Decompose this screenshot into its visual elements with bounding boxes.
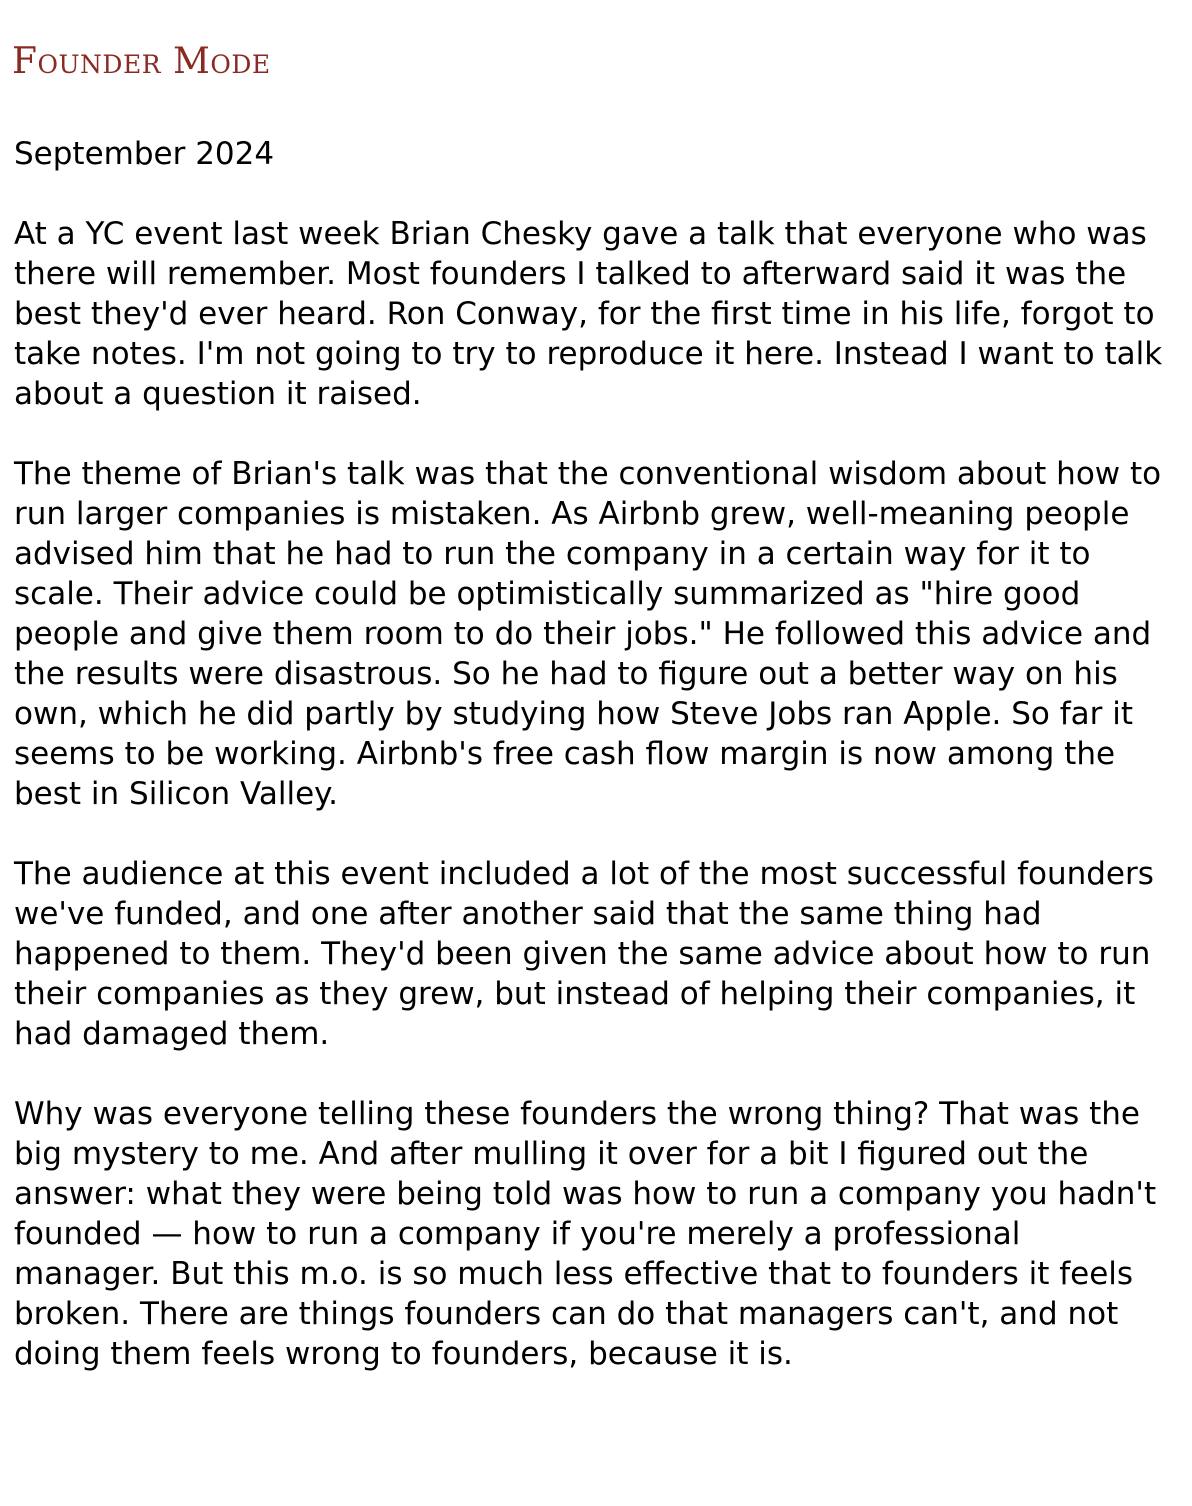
article-title: Founder Mode — [12, 41, 271, 82]
article-date: September 2024 — [14, 136, 275, 172]
article-paragraph: The theme of Brian's talk was that the conventional wisdom about how to run larger companies is mistaken. As Airbnb grew, well-meaning people advised him that he had to run the company in a certain way for it to scale. Their advice could be optimistically summarized as "hire good people and give them room to do their jobs." He followed this advice and the results were disastrous. So he had to figure out a better way on his own, which he did partly by studying how Steve Jobs ran Apple. So far it seems to be working. Airbnb's free cash flow margin is now among the best in Silicon Valley. — [14, 456, 1162, 812]
article-paragraph: The audience at this event included a lot of the most successful founders we've funded, and one after another said that the same thing had happened to them. They'd been given the same advice about how to run their companies as they grew, but instead of helping their companies, it had damaged them. — [14, 856, 1154, 1052]
article-body — [14, 134, 1174, 1414]
article-paragraph: Why was everyone telling these founders the wrong thing? That was the big mystery to me. And after mulling it over for a bit I figured out the answer: what they were being told was how to run a company you hadn't founded — how to run a company if you're merely a professional manager. But this m.o. is so much less effective that to founders it feels broken. There are things founders can do that managers can't, and not doing them feels wrong to founders, because it is. — [14, 1096, 1157, 1372]
article-paragraph: At a YC event last week Brian Chesky gave a talk that everyone who was there will remember. Most founders I talked to afterward said it was the best they'd ever heard. Ron Conway, for the first time in his life, forgot to take notes. I'm not going to try to reproduce it here. Instead I want to talk about a question it raised. — [14, 216, 1163, 412]
